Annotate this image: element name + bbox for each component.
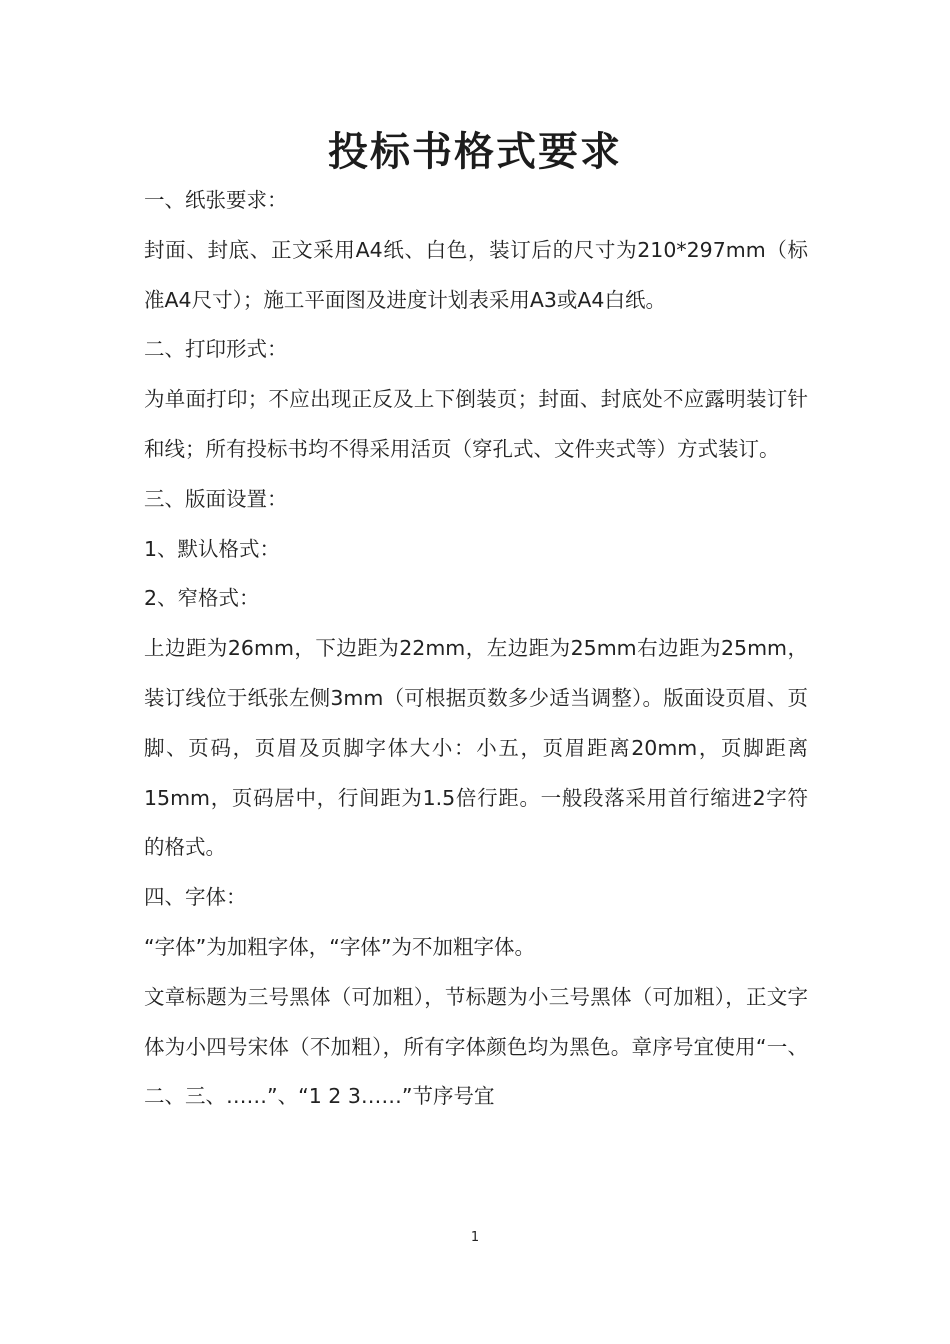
section-heading-fonts: 四、字体：: [144, 885, 247, 910]
subheading-narrow-format: 2、窄格式：: [144, 586, 260, 611]
paragraph-font-note: “字体”为加粗字体，“字体”为不加粗字体。: [144, 934, 535, 959]
paragraph-printing-format: 为单面打印；不应出现正反及上下倒装页；封面、封底处不应露明装订针和线；所有投标书均不得采用活页（穿孔式、文件夹式等）方式装订。: [144, 387, 808, 461]
document-body: [144, 176, 808, 1122]
subheading-default-format: 1、默认格式：: [144, 536, 281, 561]
page-number: 1: [470, 1230, 480, 1245]
document-title: 投标书格式要求: [328, 129, 622, 175]
paragraph-paper-requirements: 封面、封底、正文采用A4纸、白色，装订后的尺寸为210*297mm（标准A4尺寸）；施工平面图及进度计划表采用A3或A4白纸。: [144, 237, 808, 312]
paragraph-font-rules: 文章标题为三号黑体（可加粗），节标题为小三号黑体（可加粗），正文字体为小四号宋体（不加粗），所有字体颜色均为黑色。章序号宜使用“一、二、三、……”、“1 2 3……”节序号宜: [144, 984, 808, 1109]
paragraph-margin-settings: 上边距为26mm，下边距为22mm，左边距为25mm右边距为25mm，装订线位于纸张左侧3mm（可根据页数多少适当调整）。版面设页眉、页脚、页码，页眉及页脚字体大小：小五，页眉距离20mm，页脚距离15mm，页码居中，行间距为1.5倍行距。一般段落采用首行缩进2字符的格式。: [144, 636, 808, 860]
section-heading-layout: 三、版面设置：: [144, 486, 288, 511]
section-heading-printing: 二、打印形式：: [144, 337, 288, 362]
section-heading-paper: 一、纸张要求：: [144, 188, 288, 212]
